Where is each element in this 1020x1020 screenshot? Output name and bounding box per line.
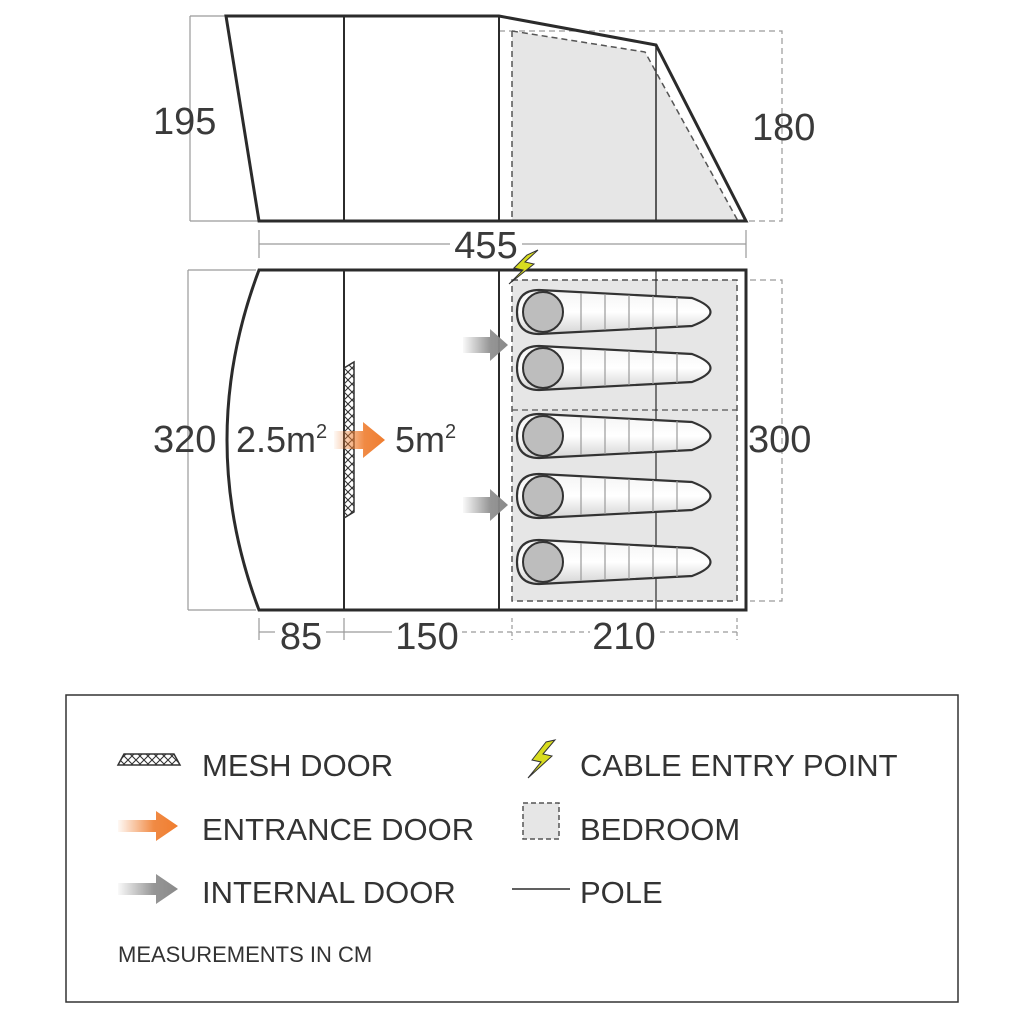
- floor-plan: [153, 250, 811, 658]
- living-area-label: [395, 419, 456, 460]
- sleeping-bag: [517, 346, 711, 390]
- depth-bedroom-label: 210: [592, 616, 656, 658]
- total-length-label: 455: [454, 225, 518, 267]
- legend-internal-door: INTERNAL DOOR: [202, 875, 456, 910]
- internal-door-arrow-icon: [463, 489, 508, 521]
- sleeping-bag: [517, 540, 711, 584]
- sleeping-bag: [517, 414, 711, 458]
- measurement-note: MEASUREMENTS IN CM: [118, 942, 373, 967]
- height-right-label: 180: [752, 107, 816, 149]
- bedroom-side-fill: [512, 31, 738, 221]
- height-left-label: 195: [153, 101, 217, 143]
- width-left-label: 320: [153, 419, 217, 461]
- legend-entrance-door: ENTRANCE DOOR: [202, 812, 475, 847]
- side-view: [153, 16, 815, 267]
- living-area-value: 5m: [395, 419, 446, 460]
- internal-door-arrow-icon: [463, 329, 508, 361]
- legend-mesh-door: MESH DOOR: [202, 748, 394, 783]
- width-right-label: 300: [748, 419, 812, 461]
- living-area-superscript: 2: [445, 421, 457, 443]
- depth-porch-label: 85: [279, 616, 323, 658]
- mesh-door-icon: [118, 754, 180, 765]
- legend-pole: POLE: [580, 875, 663, 910]
- depth-living-label: 150: [395, 616, 459, 658]
- legend-bedroom: BEDROOM: [580, 812, 741, 847]
- sleeping-bag: [517, 474, 711, 518]
- legend-cable-entry-point: CABLE ENTRY POINT: [580, 748, 898, 783]
- entrance-door-arrow-icon: [334, 422, 385, 458]
- sleeping-bag: [517, 290, 711, 334]
- porch-area-superscript: 2: [316, 421, 328, 443]
- porch-area-value: 2.5m: [236, 419, 317, 460]
- bedroom-icon: [523, 803, 559, 839]
- porch-area-label: [236, 419, 327, 460]
- legend: [66, 695, 958, 1002]
